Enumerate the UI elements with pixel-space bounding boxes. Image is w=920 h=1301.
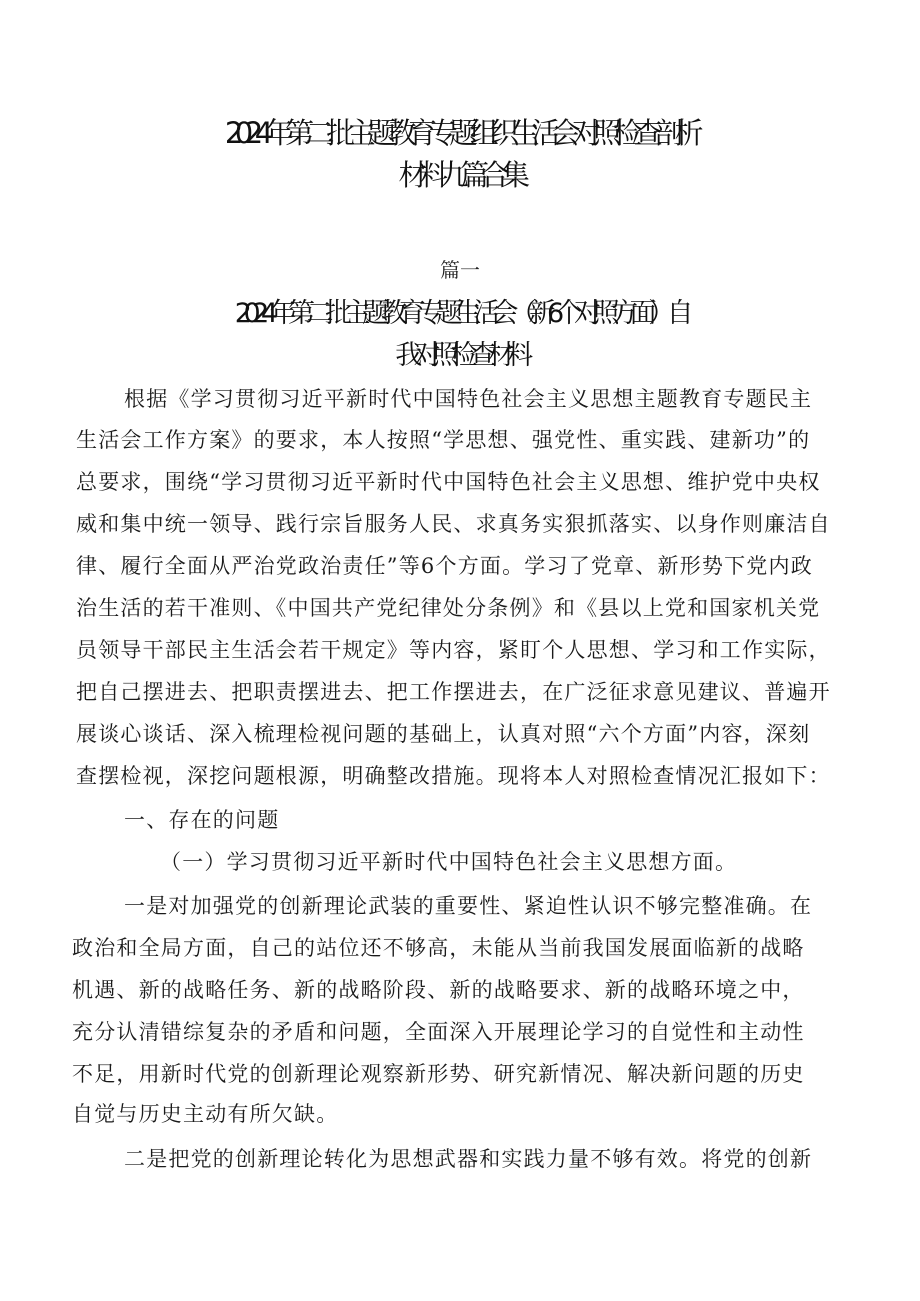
paragraph-line: 律、履行全面从严治党政治责任”等6个方面。学习了党章、新形势下党内政	[76, 554, 813, 578]
paragraph-line: 根据《学习贯彻习近平新时代中国特色社会主义思想主题教育专题民主	[124, 387, 813, 411]
paragraph-line: 把自己摆进去、把职责摆进去、把工作摆进去，在广泛征求意见建议、普遍开	[76, 680, 831, 704]
paragraph-line: 政治和全局方面，自己的站位还不够高，未能从当前我国发展面临新的战略	[72, 936, 805, 960]
document-title-line-2: 材料九篇合集	[398, 158, 522, 192]
paragraph-line: 查摆检视，深挖问题根源，明确整改措施。现将本人对照检查情况汇报如下：	[76, 764, 831, 788]
subsection-heading: （一）学习贯彻习近平新时代中国特色社会主义思想方面。	[160, 850, 738, 874]
section-label: 篇一	[440, 258, 480, 282]
section-title-line-1: 2024年第二批主题教育专题生活会（新6个对照方面）自	[234, 298, 686, 329]
paragraph-line: 不足，用新时代党的创新理论观察新形势、研究新情况、解决新问题的历史	[72, 1062, 805, 1086]
paragraph-line: 充分认清错综复杂的矛盾和问题，全面深入开展理论学习的自觉性和主动性	[72, 1020, 805, 1044]
paragraph-line: 展谈心谈话、深入梳理检视问题的基础上，认真对照“六个方面”内容，深刻	[76, 722, 811, 746]
paragraph-line: 生活会工作方案》的要求，本人按照“学思想、强党性、重实践、建新功”的	[76, 428, 811, 452]
paragraph-line: 自觉与历史主动有所欠缺。	[72, 1102, 339, 1126]
paragraph-line: 总要求，围绕“学习贯彻习近平新时代中国特色社会主义思想、维护党中央权	[76, 470, 821, 494]
paragraph-line: 一是对加强党的创新理论武装的重要性、紧迫性认识不够完整准确。在	[124, 894, 813, 918]
paragraph-line: 机遇、新的战略任务、新的战略阶段、新的战略要求、新的战略环境之中，	[72, 978, 805, 1002]
section-heading: 一、存在的问题	[124, 808, 280, 832]
paragraph-line: 治生活的若干准则、《中国共产党纪律处分条例》和《县以上党和国家机关党	[76, 596, 821, 620]
section-title-line-2: 我对照检查材料	[395, 340, 525, 371]
document-title-line-1: 2024年第二批主题教育专题组织生活会对照检查剖析	[224, 116, 696, 150]
paragraph-line: 威和集中统一领导、践行宗旨服务人民、求真务实狠抓落实、以身作则廉洁自	[76, 512, 831, 536]
paragraph-line: 员领导干部民主生活会若干规定》等内容，紧盯个人思想、学习和工作实际，	[76, 638, 831, 662]
paragraph-line: 二是把党的创新理论转化为思想武器和实践力量不够有效。将党的创新	[124, 1147, 813, 1171]
